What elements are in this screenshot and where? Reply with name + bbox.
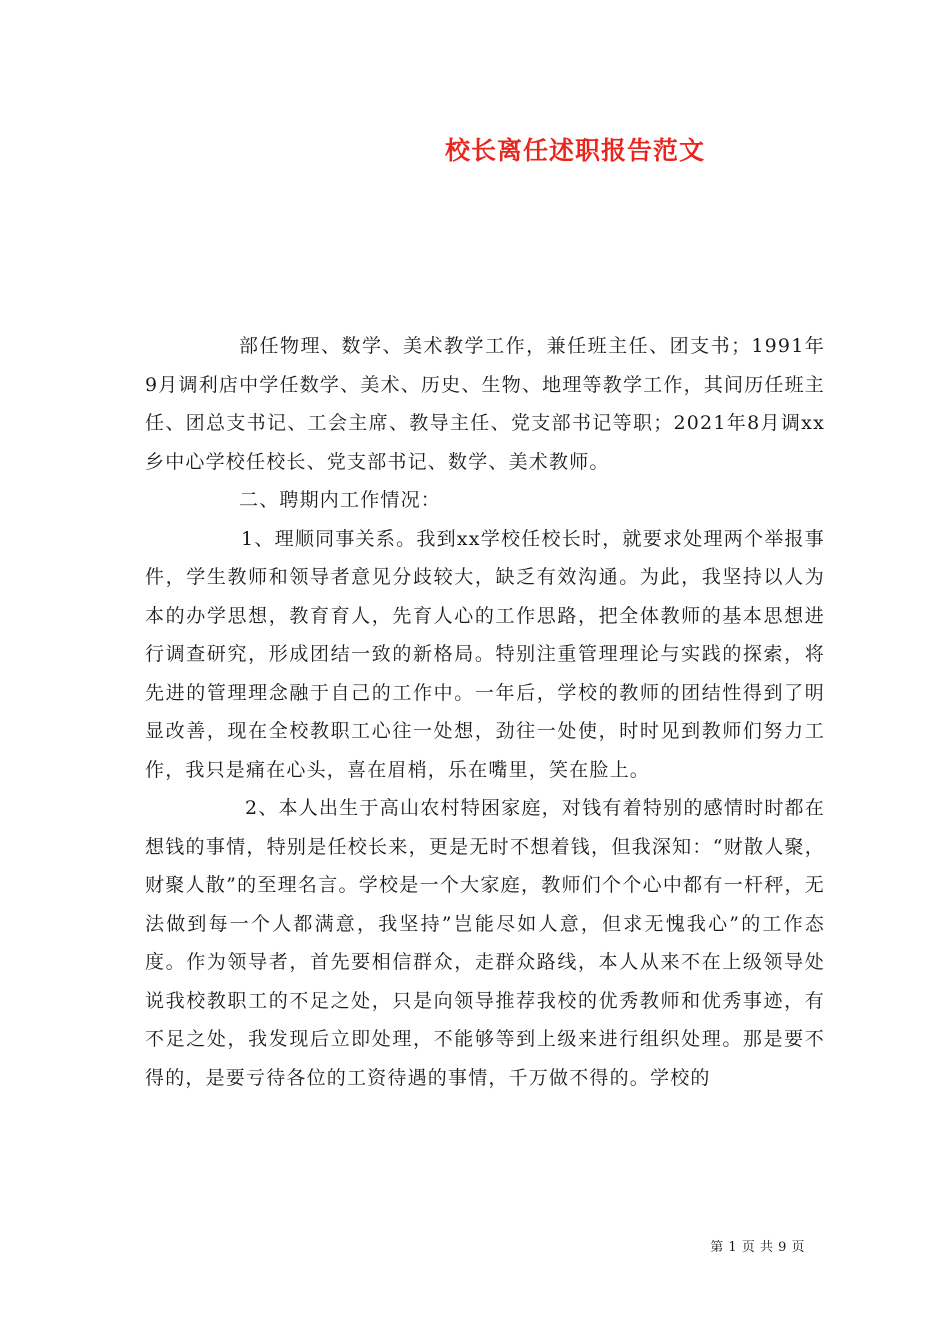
paragraph-finance-attitude: 2、本人出生于高山农村特困家庭，对钱有着特别的感情时时都在想钱的事情，特别是任校长来，更是无时不想着钱，但我深知：“财散人聚，财聚人散”的至理名言。学校是一个大家庭，教师们个个心中都有一杆秤，无法做到每一个人都满意，我坚持”岂能尽如人意，但求无愧我心”的工作态度。作为领导者，首先要相信群众，走群众路线，本人从来不在上级领导处说我校教职工的不足之处，只是向领导推荐我校的优秀教师和优秀事迹，有不足之处，我发现后立即处理，不能够等到上级来进行组织处理。那是要不得的，是要亏待各位的工资待遇的事情，千万做不得的。学校的 — [145, 797, 825, 1089]
page-number-footer: 第 1 页 共 9 页 — [710, 1240, 805, 1255]
page-title: 校长离任述职报告范文 — [444, 136, 705, 165]
paragraph-career-history: 部任物理、数学、美术教学工作，兼任班主任、团支书；1991年9月调利店中学任数学、美术、历史、生物、地理等教学工作，其间历任班主任、团总支书记、工会主席、教导主任、党支部书记等职；2021年8月调xx乡中心学校任校长、党支部书记、数学、美术教师。 — [145, 335, 825, 473]
section-heading-work-situation: 二、聘期内工作情况： — [239, 489, 442, 511]
document-body — [145, 327, 825, 1097]
paragraph-colleague-relations: 1、理顺同事关系。我到xx学校任校长时，就要求处理两个举报事件，学生教师和领导者意见分歧较大，缺乏有效沟通。为此，我坚持以人为本的办学思想，教育育人，先育人心的工作思路，把全体教师的基本思想进行调查研究，形成团结一致的新格局。特别注重管理理论与实践的探索，将先进的管理理念融于自己的工作中。一年后，学校的教师的团结性得到了明显改善，现在全校教职工心往一处想，劲往一处使，时时见到教师们努力工作，我只是痛在心头，喜在眉梢，乐在嘴里，笑在脸上。 — [145, 527, 825, 781]
